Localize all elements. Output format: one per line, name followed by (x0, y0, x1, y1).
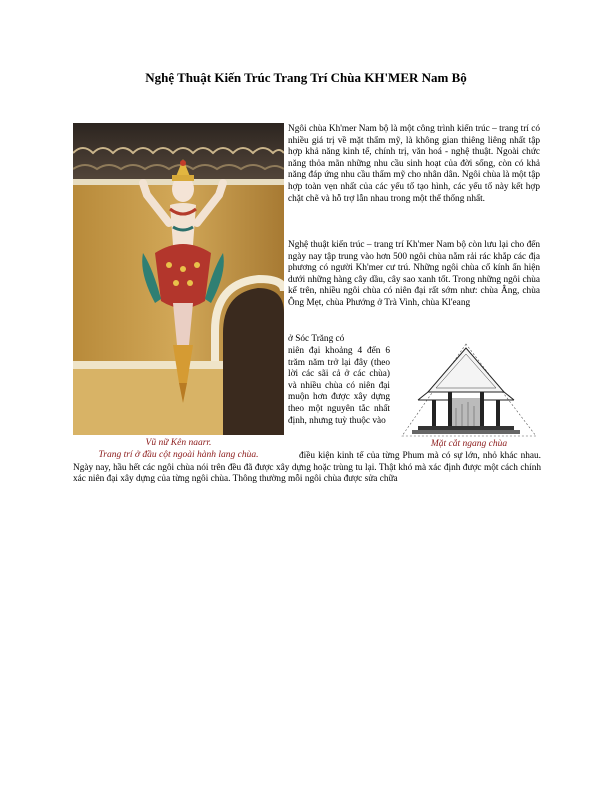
paragraph-history: Nghệ thuật kiến trúc – trang trí Kh'mer Nam bộ còn lưu lại cho đến ngày nay tập trung vào hơn 500 ngôi chùa nằm rải rác khắp các địa phương có người Kh'mer cư trú. Những ngôi chùa cổ kính ẩn hiện dưới những hàng cây dầu, cây sao xanh tốt. Trong những ngôi chùa kể trên, nhiều ngôi chùa có niên đại rất sớm như: chùa Âng, chùa Ông Mẹt, chùa Phướng ở Trà Vinh, chùa Kl'eang (288, 240, 540, 308)
paragraph-intro: Ngôi chùa Kh'mer Nam bộ là một công trình kiến trúc – trang trí có nhiều giá trị về mặt thẩm mỹ, là không gian thiêng liêng nhất tập hợp khả năng kinh tế, chính trị, văn hoá - nghệ thuật. Ngoài chức năng thỏa mãn những nhu cầu sinh hoạt của đời sống, còn có khả năng đáp ứng nhu cầu thẩm mỹ cho nhân dân. Ngôi chùa là một tập hợp toàn vẹn nhất của các yếu tố tạo hình, các yếu tố này kết hợp chặt chẽ và hỗ trợ lẫn nhau trong một thể thống nhất. (288, 124, 540, 204)
apsara-caption-subtitle: Trang trí ở đầu cột ngoài hành lang chùa. (98, 450, 259, 460)
cross-section-caption: Mặt cắt ngang chùa (430, 439, 508, 449)
page-title: Nghệ Thuật Kiến Trúc Trang Trí Chùa KH'MER Nam Bộ (145, 70, 467, 85)
paragraph-construction (73, 451, 541, 486)
apsara-caption-title: Vũ nữ Kên naarr. (145, 438, 212, 448)
paragraph-construction-rest: nhau. Ngày nay, hầu hết các ngôi chùa nói trên đều đã được xây dựng hoặc trùng tu lại. Thật khó mà xác định được một cách chính xác niên đại xây dựng của từng ngôi chùa. Thông thường mỗi ngôi chùa được sửa chữa (73, 451, 542, 485)
paragraph-history-cont: ở Sóc Trăng có (288, 334, 345, 344)
apsara-photo (73, 123, 284, 435)
cross-section-drawing (398, 342, 540, 438)
paragraph-dating: niên đại khoảng 4 đến 6 trăm năm trở lại đây (theo lời các sãi cả ở các chùa) và nhiều chùa có niên đại muộn hơn được xây dựng theo một nguyên tắc nhất định, nhưng tuỳ thuộc vào (288, 346, 390, 426)
paragraph-construction-first: điều kiện kinh tế của từng Phum mà có sự lớn, nhỏ khác (299, 451, 518, 461)
